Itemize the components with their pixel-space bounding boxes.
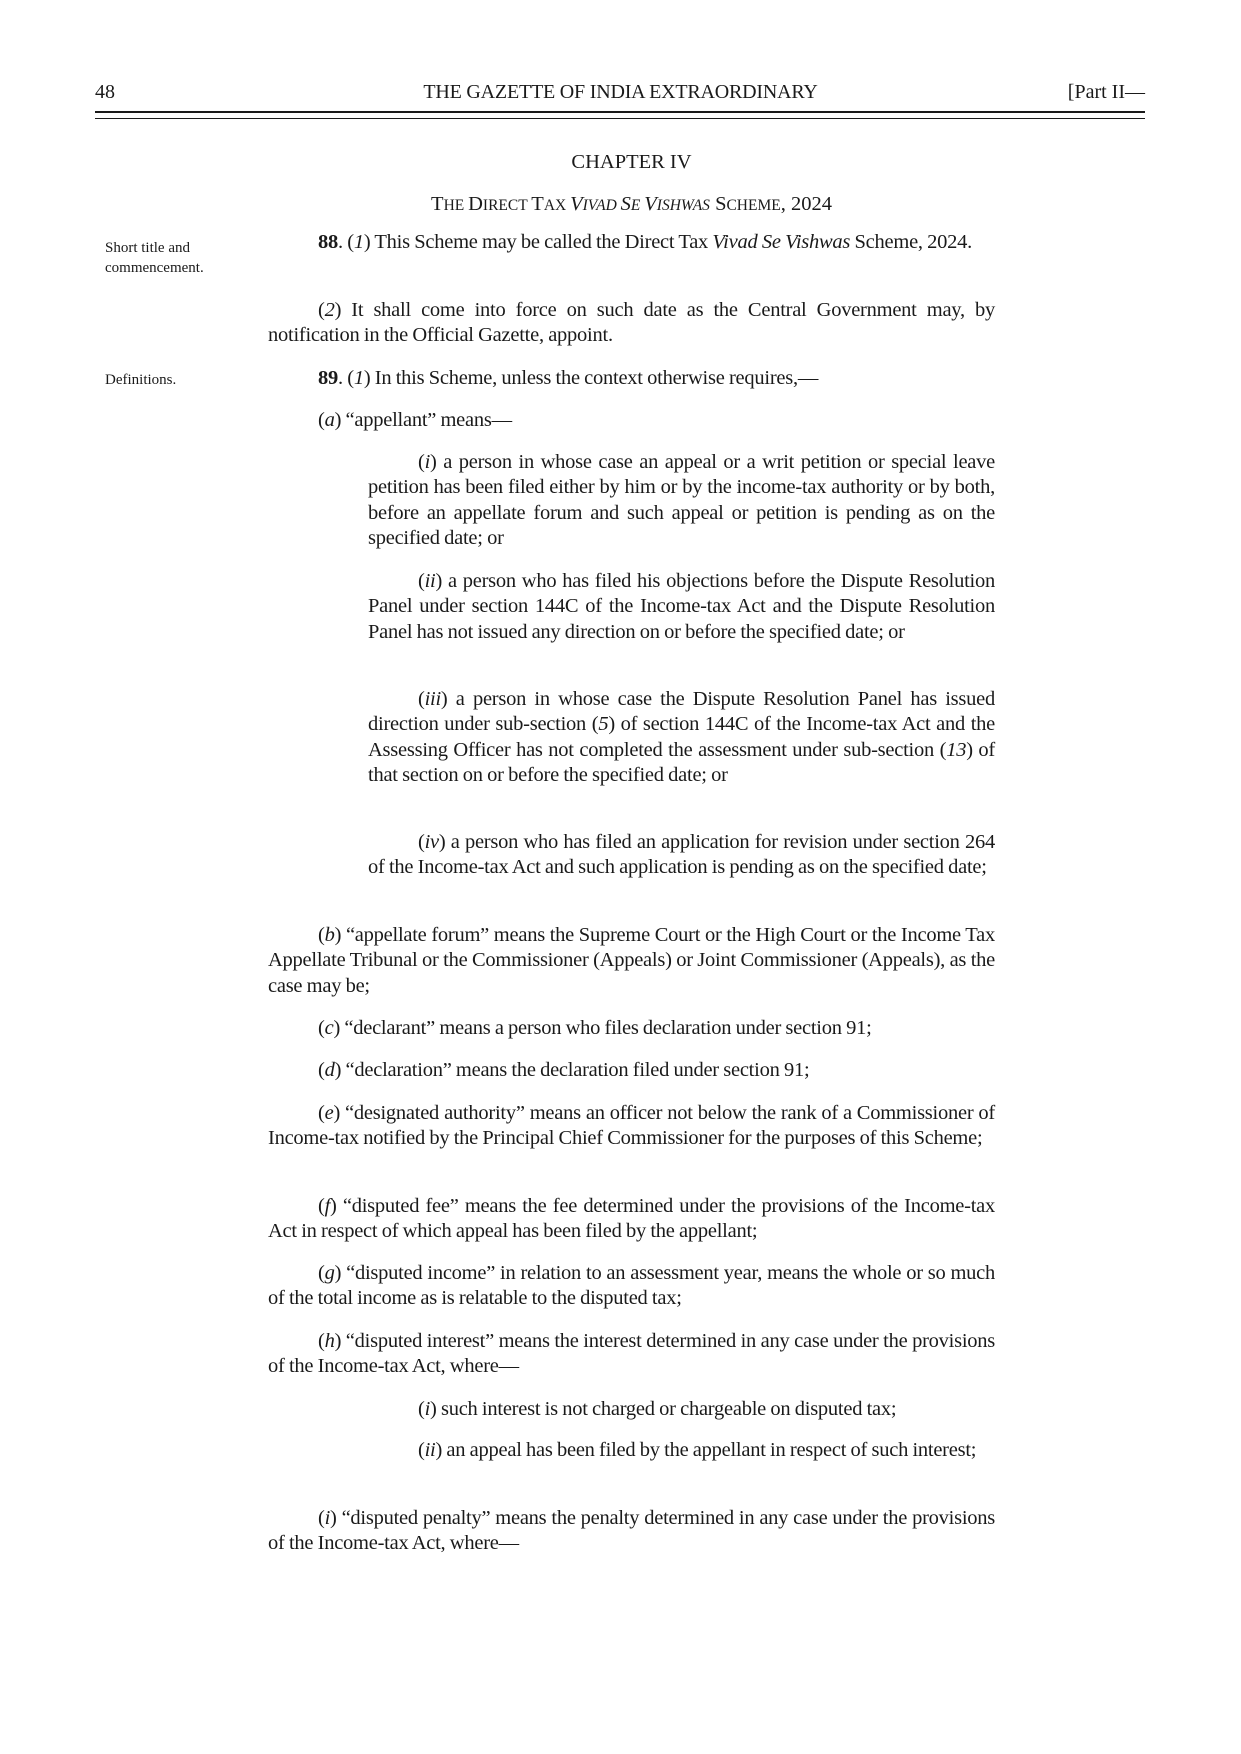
scheme-title-part: T bbox=[431, 193, 444, 215]
text: ) It shall come into force on such date as the Central Government may, by notification in the Official Gazette, appoint. bbox=[268, 299, 995, 347]
italic-text: h bbox=[324, 1330, 335, 1352]
scheme-title-part: IRECT bbox=[482, 197, 532, 214]
scheme-title-part: E bbox=[630, 197, 645, 214]
paragraph-s88-2 bbox=[268, 298, 995, 349]
paragraph-s89-i bbox=[268, 1506, 995, 1557]
margin-note-short-title: Short title and commencement. bbox=[105, 240, 204, 276]
paragraph-s89-a-iv bbox=[368, 830, 995, 881]
scheme-title-part: S bbox=[709, 193, 727, 215]
paragraph-s89-a bbox=[268, 408, 995, 433]
part-label: [Part II— bbox=[1067, 81, 1145, 103]
scheme-title-part: V bbox=[644, 193, 657, 215]
text: ) of section 144C of the Income-tax Act and the Assessing Officer has not completed the assessment under sub-section ( bbox=[368, 713, 996, 761]
text: ) In this Scheme, unless the context otherwise requires,— bbox=[363, 367, 819, 389]
text: ( bbox=[318, 1330, 325, 1352]
italic-text: iv bbox=[424, 831, 439, 853]
text: . ( bbox=[338, 367, 354, 389]
text: ( bbox=[318, 1017, 325, 1039]
scheme-title-part: ISHWAS bbox=[656, 197, 710, 214]
paragraph-s89-h bbox=[268, 1329, 995, 1380]
text: ) of that section on or before the specified date; or bbox=[368, 738, 995, 786]
italic-text: 5 bbox=[598, 713, 609, 736]
text: ( bbox=[318, 299, 325, 321]
italic-text: 2 bbox=[324, 299, 335, 321]
text: ) an appeal has been filed by the appellant in respect of such interest; bbox=[435, 1439, 977, 1461]
margin-note-definitions: Definitions. bbox=[105, 372, 177, 388]
text: Scheme, 2024. bbox=[850, 231, 973, 253]
paragraph-s89-g bbox=[268, 1261, 995, 1312]
section-number: 88 bbox=[318, 231, 338, 253]
paragraph-s89-a-iii bbox=[368, 687, 995, 788]
text: ) a person who has filed an application for revision under section 264 of the Income-tax Act and such application is pending as on the specified date; bbox=[368, 831, 995, 879]
italic-text: d bbox=[324, 1059, 335, 1081]
text: ) “disputed income” in relation to an assessment year, means the whole or so much of the total income as is relatable to the disputed tax; bbox=[268, 1262, 995, 1310]
text: ( bbox=[318, 1262, 325, 1284]
italic-text: 1 bbox=[353, 231, 364, 253]
text: ) a person in whose case the Dispute Resolution Panel has issued direction under sub-section ( bbox=[368, 688, 995, 736]
scheme-title-part: HE bbox=[443, 197, 469, 214]
text: ( bbox=[418, 688, 425, 710]
text: ( bbox=[418, 1398, 425, 1420]
text: ) a person in whose case an appeal or a writ petition or special leave petition has been filed either by him or by the income-tax authority or by both, before an appellate forum and such appeal or petition is pending as on the specified date; or bbox=[368, 451, 995, 549]
scheme-title bbox=[268, 193, 995, 216]
paragraph-s88-1 bbox=[268, 230, 995, 255]
italic-text: iii bbox=[424, 688, 441, 710]
text: ) “appellant” means— bbox=[334, 409, 512, 431]
paragraph-s89-h-i bbox=[368, 1397, 995, 1422]
text: ) such interest is not charged or chargeable on disputed tax; bbox=[430, 1398, 897, 1420]
italic-text: 1 bbox=[353, 367, 364, 389]
text: ( bbox=[318, 924, 325, 946]
paragraph-s89-h-ii bbox=[368, 1438, 995, 1463]
paragraph-s89-b bbox=[268, 923, 995, 999]
italic-text: c bbox=[324, 1017, 334, 1039]
italic-text: a bbox=[324, 409, 335, 431]
paragraph-s89-a-ii bbox=[368, 569, 995, 645]
text: ( bbox=[418, 1439, 425, 1461]
paragraph-s89-a-i bbox=[368, 450, 995, 551]
scheme-title-part: V bbox=[570, 193, 583, 215]
text: ) “declaration” means the declaration filed under section 91; bbox=[334, 1059, 810, 1081]
chapter-heading: CHAPTER IV bbox=[571, 151, 692, 173]
text: ) “disputed interest” means the interest determined in any case under the provisions of the Income-tax Act, where— bbox=[268, 1330, 995, 1378]
text: ) “declarant” means a person who files declaration under section 91; bbox=[333, 1017, 872, 1039]
scheme-title-part: CHEME bbox=[726, 197, 781, 214]
paragraph-s89-e bbox=[268, 1101, 995, 1152]
text: ) a person who has filed his objections before the Dispute Resolution Panel under section 144C of the Income-tax Act and the Dispute Resolution Panel has not issued any direction on or before the specified date; or bbox=[368, 570, 995, 643]
italic-text: Vivad Se Vishwas bbox=[712, 231, 851, 253]
scheme-title-part: AX bbox=[543, 197, 571, 214]
text: ( bbox=[318, 409, 325, 431]
scheme-title-part: , 2024 bbox=[780, 193, 832, 215]
italic-text: g bbox=[324, 1262, 335, 1284]
text: ( bbox=[318, 1507, 325, 1529]
section-number: 89 bbox=[318, 367, 338, 389]
page-number: 48 bbox=[95, 81, 115, 103]
text: ) “appellate forum” means the Supreme Court or the High Court or the Income Tax Appellate Tribunal or the Commissioner (Appeals) or Joint Commissioner (Appeals), as the case may be; bbox=[268, 924, 995, 997]
italic-text: i bbox=[424, 1398, 431, 1420]
text: ( bbox=[418, 831, 425, 853]
scheme-title-part: S bbox=[620, 193, 631, 215]
text: ) “disputed fee” means the fee determined under the provisions of the Income-tax Act in respect of which appeal has been filed by the appellant; bbox=[268, 1195, 995, 1243]
paragraph-s89-d bbox=[268, 1058, 995, 1083]
text: ( bbox=[318, 1102, 325, 1124]
text: . ( bbox=[338, 231, 354, 253]
header-rule-thin bbox=[95, 118, 1145, 119]
scheme-title-part: D bbox=[468, 193, 483, 215]
scheme-title-part: IVAD bbox=[582, 197, 621, 214]
paragraph-s89-c bbox=[268, 1016, 995, 1041]
text: ) This Scheme may be called the Direct Tax bbox=[363, 231, 713, 253]
italic-text: e bbox=[324, 1102, 334, 1124]
paragraph-s89-f bbox=[268, 1194, 995, 1245]
italic-text: 13 bbox=[946, 738, 967, 761]
italic-text: b bbox=[324, 924, 335, 946]
text: ( bbox=[418, 451, 425, 473]
italic-text: ii bbox=[424, 570, 436, 592]
italic-text: f bbox=[324, 1195, 331, 1217]
text: ( bbox=[318, 1195, 325, 1217]
text: ) “designated authority” means an officer not below the rank of a Commissioner of Income-tax notified by the Principal Chief Commissioner for the purposes of this Scheme; bbox=[268, 1102, 995, 1150]
text: ( bbox=[318, 1059, 325, 1081]
italic-text: i bbox=[424, 451, 431, 473]
paragraph-s89-1 bbox=[268, 366, 995, 391]
text: ) “disputed penalty” means the penalty determined in any case under the provisions of the Income-tax Act, where— bbox=[268, 1507, 995, 1555]
scheme-title-part: T bbox=[531, 193, 544, 215]
italic-text: ii bbox=[424, 1439, 436, 1461]
text: ( bbox=[418, 570, 425, 592]
header-rule-thick bbox=[95, 111, 1145, 113]
italic-text: i bbox=[324, 1507, 331, 1529]
publication-title: THE GAZETTE OF INDIA EXTRAORDINARY bbox=[423, 81, 818, 103]
